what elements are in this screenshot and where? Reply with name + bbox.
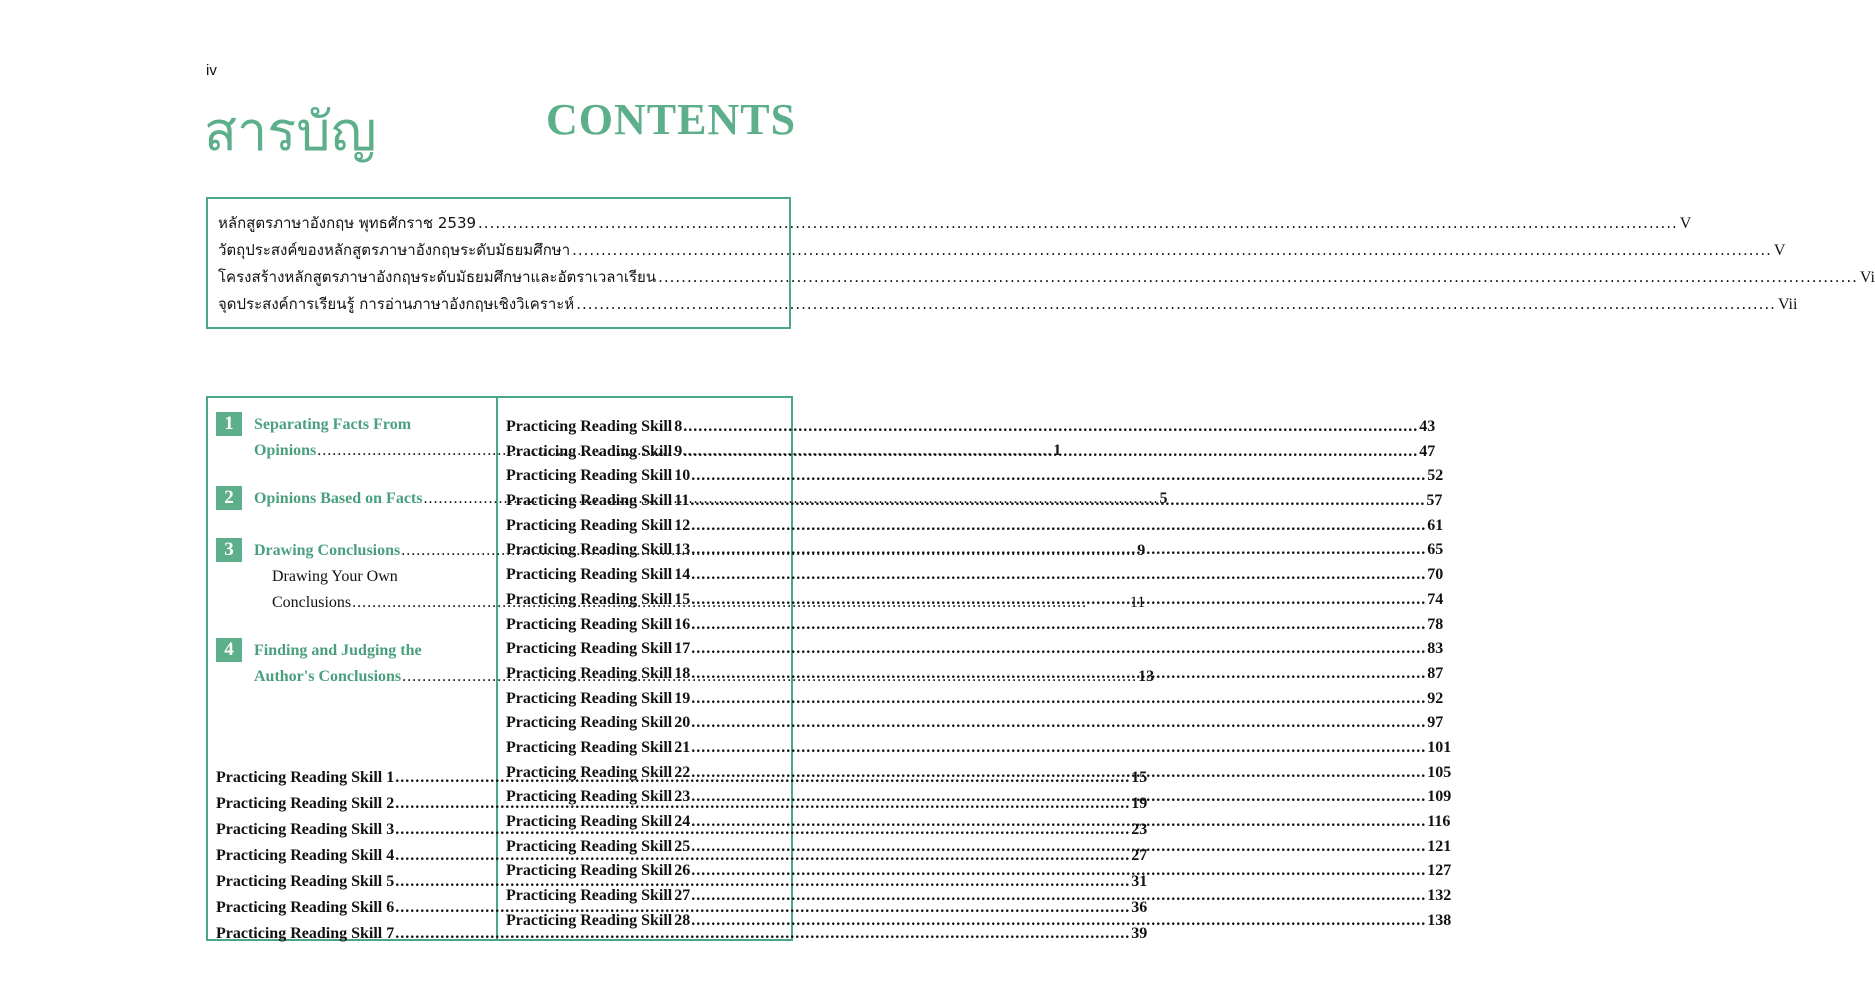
practice-label: Practicing Reading Skill (506, 615, 673, 633)
practice-page: 65 (1427, 541, 1444, 559)
practice-page: 27 (1131, 847, 1148, 864)
practice-page: 47 (1419, 442, 1436, 460)
practice-entry[interactable] (506, 440, 1436, 465)
practice-number: 8 (674, 418, 683, 435)
chapter-number-badge: 3 (216, 538, 242, 562)
dot-leader (690, 489, 1425, 514)
chapter-title-cont: Author's Conclusions (254, 668, 402, 685)
practice-page: 39 (1131, 925, 1148, 942)
practice-label: Practicing Reading Skill (506, 418, 673, 435)
practice-entry[interactable] (506, 489, 1443, 514)
practice-label: Practicing Reading Skill (506, 467, 673, 485)
practice-page: 31 (1131, 873, 1148, 890)
practice-label: Practicing Reading Skill 7 (216, 925, 395, 942)
toc-entry-label: โครงสร้างหลักสูตรภาษาอังกฤษระดับมัธยมศึกษาและอัตราเวลาเรียน (218, 268, 657, 286)
chapter-title: Separating Facts From (254, 416, 412, 433)
practice-label: Practicing Reading Skill (506, 763, 673, 781)
practice-label: Practicing Reading Skill 1 (216, 769, 395, 786)
practice-number: 21 (674, 738, 691, 756)
toc-entry-page: V (1773, 242, 1786, 259)
dot-leader (691, 884, 1426, 909)
practice-page: 61 (1427, 516, 1444, 534)
page-title-english: CONTENTS (546, 95, 797, 144)
toc-entry-label: จุดประสงค์การเรียนรู้ การอ่านภาษาอังกฤษเชิงวิเคราะห์ (218, 295, 575, 313)
dot-leader (683, 415, 1418, 440)
practice-number: 15 (674, 590, 691, 608)
toc-entry-page: Vi (1859, 269, 1875, 286)
practice-label: Practicing Reading Skill 2 (216, 795, 395, 812)
chapter-page: 9 (1137, 542, 1146, 559)
practice-label: Practicing Reading Skill (506, 590, 673, 608)
dot-leader (658, 268, 1858, 286)
practice-number: 17 (674, 640, 691, 658)
practice-page: 19 (1131, 795, 1148, 812)
practice-entry[interactable] (506, 687, 1444, 712)
practice-page: 92 (1427, 689, 1444, 707)
practice-number: 24 (674, 813, 691, 830)
practice-page: 15 (1131, 769, 1148, 786)
practice-label: Practicing Reading Skill (506, 664, 673, 682)
practice-page: 52 (1427, 467, 1444, 485)
chapter-number-badge: 4 (216, 638, 242, 662)
practice-entry[interactable] (506, 613, 1444, 638)
practice-label: Practicing Reading Skill (506, 516, 673, 534)
practice-label: Practicing Reading Skill (506, 640, 673, 658)
dot-leader (691, 810, 1426, 835)
chapter-number-badge: 1 (216, 412, 242, 436)
dot-leader (691, 588, 1426, 613)
practice-page: 97 (1427, 714, 1444, 732)
dot-leader (572, 241, 1772, 259)
practice-number: 11 (674, 492, 690, 510)
toc-entry[interactable] (218, 292, 1798, 319)
toc-entry-label: หลักสูตรภาษาอังกฤษ พุทธศักราช 2539 (218, 214, 477, 232)
practice-number: 18 (674, 664, 691, 682)
practice-label: Practicing Reading Skill 4 (216, 847, 395, 864)
dot-leader (478, 214, 1678, 232)
practice-label: Practicing Reading Skill (506, 862, 673, 880)
dot-leader (691, 613, 1426, 638)
practice-label: Practicing Reading Skill (506, 887, 673, 905)
practice-page: 57 (1426, 492, 1443, 510)
practice-label: Practicing Reading Skill (506, 911, 673, 929)
practice-number: 13 (674, 541, 691, 559)
toc-entry[interactable] (218, 238, 1786, 265)
practice-number: 12 (674, 516, 691, 534)
practice-page: 36 (1131, 899, 1148, 916)
dot-leader (691, 761, 1426, 786)
dot-leader (691, 687, 1426, 712)
practice-page: 74 (1427, 590, 1444, 608)
practice-entry[interactable] (506, 563, 1444, 588)
practice-label: Practicing Reading Skill (506, 837, 673, 855)
practice-label: Practicing Reading Skill (506, 714, 673, 732)
subsection-page: 11 (1129, 594, 1146, 611)
practice-page: 116 (1427, 813, 1451, 830)
dot-leader (691, 711, 1426, 736)
practice-label: Practicing Reading Skill 3 (216, 821, 395, 838)
practice-entry[interactable] (506, 538, 1444, 563)
practice-entry[interactable] (506, 711, 1444, 736)
practice-number: 27 (674, 887, 691, 905)
practice-label: Practicing Reading Skill (506, 566, 673, 584)
practice-number: 9 (674, 442, 683, 460)
english-toc-box (206, 396, 1452, 942)
practice-label: Practicing Reading Skill (506, 541, 673, 559)
chapter-page: 1 (1053, 442, 1062, 459)
subsection-title: Drawing Your Own (272, 568, 398, 585)
toc-entry-label: วัตถุประสงค์ของหลักสูตรภาษาอังกฤษระดับมัธยมศึกษา (218, 241, 571, 259)
practice-number: 22 (674, 763, 691, 781)
dot-leader (691, 859, 1426, 884)
dot-leader (576, 295, 1776, 313)
practice-entry[interactable] (506, 415, 1436, 440)
practice-label: Practicing Reading Skill (506, 492, 673, 510)
practice-page: 138 (1427, 911, 1452, 929)
practice-number: 14 (674, 566, 691, 584)
right-column (506, 415, 1452, 933)
dot-leader (691, 514, 1426, 539)
practice-number: 19 (674, 689, 691, 707)
practice-entry[interactable] (506, 464, 1444, 489)
practice-page: 121 (1427, 837, 1452, 855)
practice-number: 20 (674, 714, 691, 732)
subsection-title-cont: Conclusions (272, 594, 352, 611)
dot-leader (691, 909, 1426, 934)
practice-page: 109 (1427, 788, 1452, 806)
practice-page: 23 (1131, 821, 1148, 838)
dot-leader (691, 835, 1426, 860)
dot-leader (683, 440, 1418, 465)
dot-leader (691, 785, 1426, 810)
practice-label: Practicing Reading Skill 6 (216, 899, 395, 916)
dot-leader (691, 736, 1426, 761)
practice-label: Practicing Reading Skill (506, 442, 673, 460)
chapter-title: Drawing Conclusions (254, 542, 401, 559)
practice-entry[interactable] (506, 514, 1444, 539)
dot-leader (691, 637, 1426, 662)
chapter-page: 5 (1159, 490, 1168, 507)
practice-page: 43 (1419, 418, 1436, 435)
practice-number: 25 (674, 837, 691, 855)
chapter-number-badge: 2 (216, 486, 242, 510)
chapter-title: Opinions Based on Facts (254, 490, 423, 507)
thai-toc-box (206, 197, 1875, 329)
page-number: iv (206, 62, 217, 79)
practice-label: Practicing Reading Skill (506, 689, 673, 707)
practice-label: Practicing Reading Skill (506, 813, 673, 830)
chapter-title: Finding and Judging the (254, 642, 422, 659)
practice-label: Practicing Reading Skill (506, 738, 673, 756)
practice-entry[interactable] (216, 921, 1148, 947)
dot-leader (691, 538, 1426, 563)
practice-number: 23 (674, 788, 691, 806)
practice-label: Practicing Reading Skill (506, 788, 673, 806)
practice-page: 78 (1427, 615, 1444, 633)
practice-number: 28 (674, 911, 691, 929)
dot-leader (691, 464, 1426, 489)
dot-leader (691, 563, 1426, 588)
toc-entry[interactable] (218, 211, 1692, 238)
toc-entry[interactable] (218, 265, 1875, 292)
practice-entry[interactable] (506, 736, 1452, 761)
practice-page: 132 (1427, 887, 1452, 905)
practice-number: 26 (674, 862, 691, 880)
chapter-page: 13 (1138, 668, 1155, 685)
practice-number: 16 (674, 615, 691, 633)
practice-page: 83 (1427, 640, 1444, 658)
practice-label: Practicing Reading Skill 5 (216, 873, 395, 890)
chapter-title-cont: Opinions (254, 442, 317, 459)
dot-leader (691, 662, 1426, 687)
toc-entry-page: V (1679, 215, 1692, 232)
page-title-thai: สารบัญ (204, 100, 377, 163)
practice-number: 10 (674, 467, 691, 485)
practice-page: 105 (1427, 763, 1452, 781)
toc-entry-page: Vii (1777, 296, 1798, 313)
practice-page: 70 (1427, 566, 1444, 584)
practice-entry[interactable] (506, 637, 1444, 662)
practice-page: 87 (1427, 664, 1444, 682)
practice-page: 127 (1427, 862, 1452, 880)
practice-page: 101 (1427, 738, 1452, 756)
